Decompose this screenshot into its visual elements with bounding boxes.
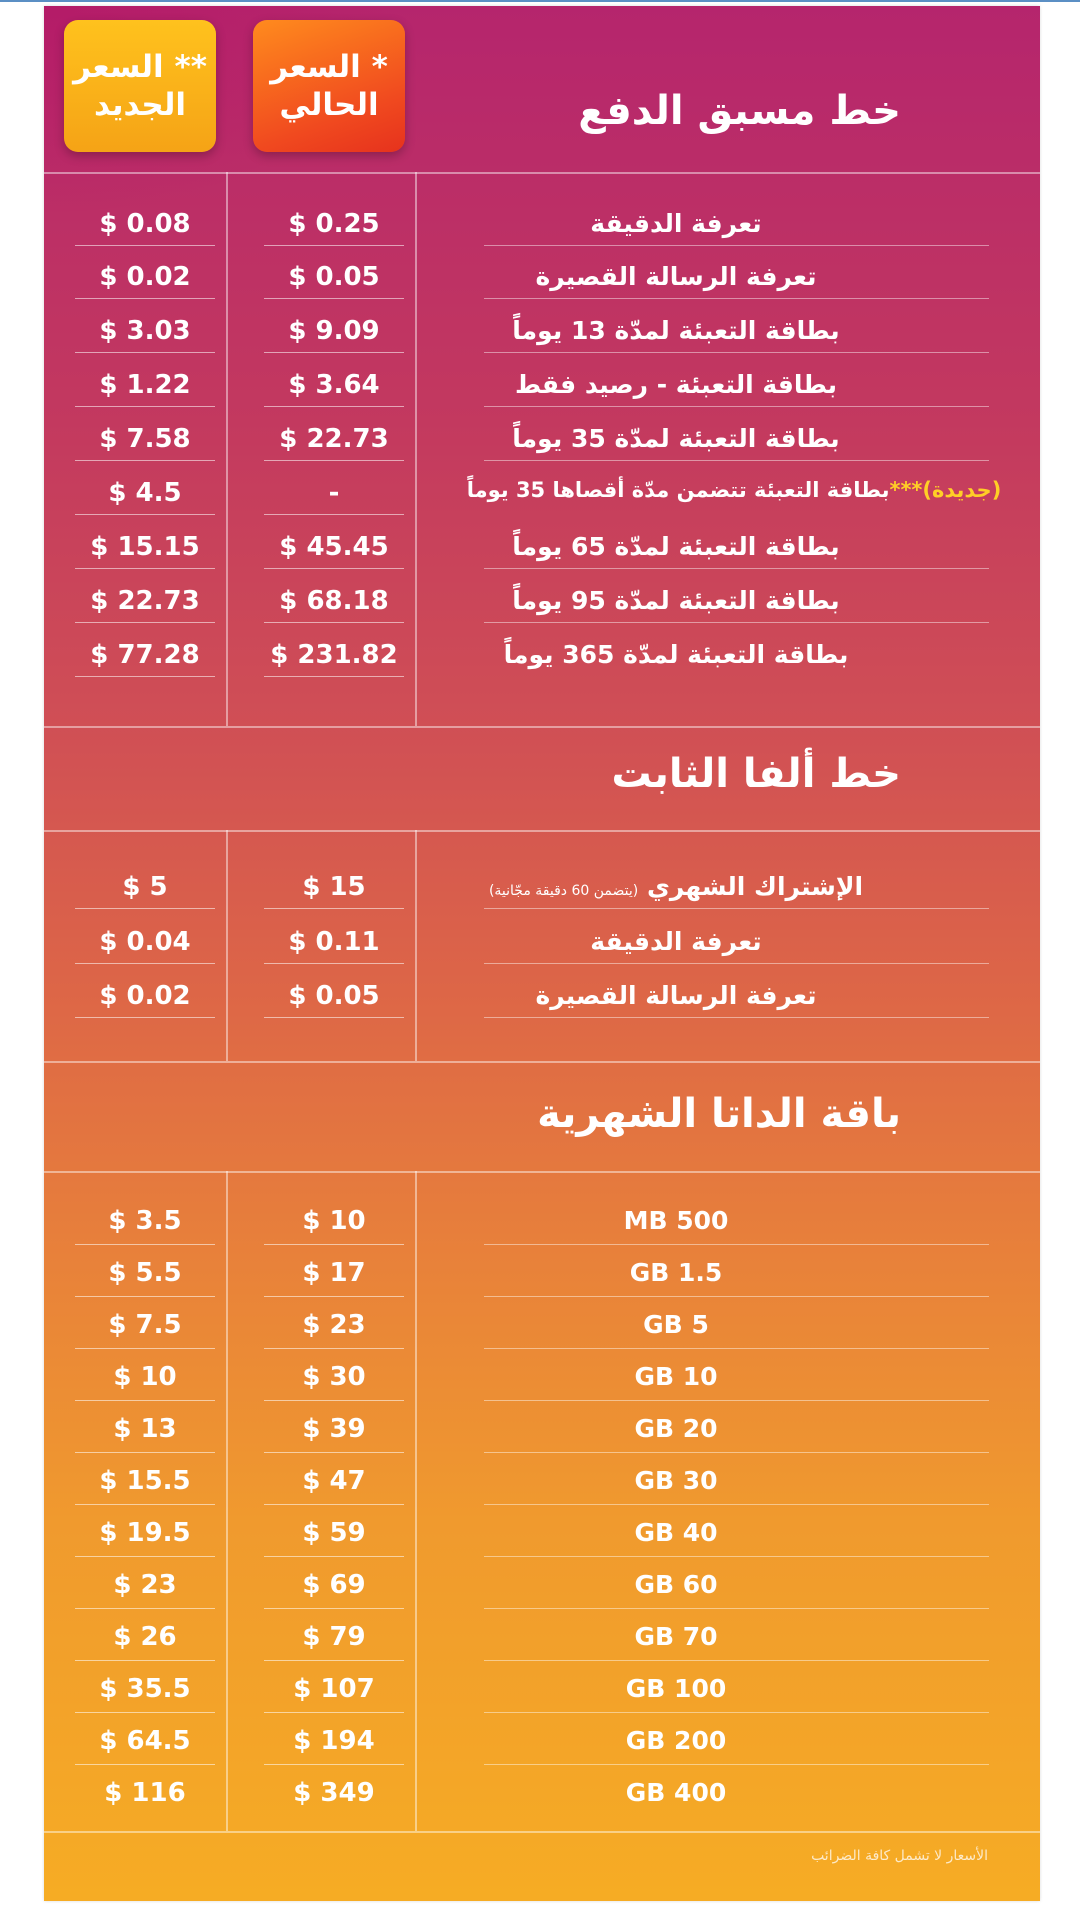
item-description: تعرفة الدقيقة xyxy=(590,209,762,238)
item-description: 5 GB xyxy=(643,1310,709,1339)
column-divider xyxy=(226,172,228,726)
current-price: $ 3.64 xyxy=(288,370,380,400)
current-price: $ 231.82 xyxy=(270,640,398,670)
item-description: تعرفة الدقيقة xyxy=(590,927,762,956)
new-price: $ 23 xyxy=(113,1570,177,1600)
item-description: 70 GB xyxy=(634,1622,718,1651)
new-price: $ 7.58 xyxy=(99,424,191,454)
current-price: $ 0.05 xyxy=(288,262,380,292)
item-description: 30 GB xyxy=(634,1466,718,1495)
new-price: $ 0.08 xyxy=(99,209,191,239)
new-price: $ 15.5 xyxy=(99,1466,191,1496)
new-price: $ 3.03 xyxy=(99,316,191,346)
item-description: بطاقة التعبئة لمدّة 35 يوماً xyxy=(512,424,840,453)
divider-line xyxy=(44,1831,1040,1833)
new-price: $ 5.5 xyxy=(108,1258,182,1288)
new-price-header: ** السعر الجديد xyxy=(73,49,207,123)
item-description: 1.5 GB xyxy=(629,1258,723,1287)
item-description: 60 GB xyxy=(634,1570,718,1599)
item-description: بطاقة التعبئة - رصيد فقط xyxy=(514,370,838,399)
current-price: $ 22.73 xyxy=(279,424,389,454)
current-price: $ 107 xyxy=(293,1674,375,1704)
footnote: الأسعار لا تشمل كافة الضرائب xyxy=(811,1848,988,1864)
item-description: تعرفة الرسالة القصيرة xyxy=(535,981,817,1010)
current-price: $ 45.45 xyxy=(279,532,389,562)
current-price: $ 17 xyxy=(302,1258,366,1288)
divider-line xyxy=(44,1061,1040,1063)
column-divider xyxy=(226,830,228,1061)
new-price: $ 64.5 xyxy=(99,1726,191,1756)
new-price: $ 26 xyxy=(113,1622,177,1652)
current-price: $ 23 xyxy=(302,1310,366,1340)
new-price: $ 10 xyxy=(113,1362,177,1392)
new-price: $ 22.73 xyxy=(90,586,200,616)
new-price: $ 77.28 xyxy=(90,640,200,670)
current-price-header: * السعر الحالي xyxy=(270,49,388,123)
current-price: $ 79 xyxy=(302,1622,366,1652)
item-description: بطاقة التعبئة لمدّة 95 يوماً xyxy=(512,586,840,615)
column-divider xyxy=(226,1171,228,1831)
current-price: $ 39 xyxy=(302,1414,366,1444)
divider-line xyxy=(44,830,1040,832)
item-description: 100 GB xyxy=(625,1674,727,1703)
item-description: 40 GB xyxy=(634,1518,718,1547)
current-price: $ 59 xyxy=(302,1518,366,1548)
section-title-fixed: خط ألفا الثابت xyxy=(611,751,901,797)
item-description: 400 GB xyxy=(625,1778,727,1807)
divider-line xyxy=(44,1171,1040,1173)
current-price: $ 9.09 xyxy=(288,316,380,346)
item-description: بطاقة التعبئة لمدّة 65 يوماً xyxy=(512,532,840,561)
new-tag: (جديدة)*** xyxy=(889,478,1002,502)
item-description: (جديدة)***بطاقة التعبئة تتضمن مدّة أقصاها 35 يوماً xyxy=(466,478,1002,502)
price-list-poster xyxy=(44,6,1040,1901)
current-price: $ 15 xyxy=(302,872,366,902)
new-price: $ 35.5 xyxy=(99,1674,191,1704)
new-price: $ 7.5 xyxy=(108,1310,182,1340)
new-price: $ 5 xyxy=(122,872,168,902)
item-description: الإشتراك الشهري (يتضمن 60 دقيقة مجّانية) xyxy=(488,872,864,901)
section-title-prepaid: خط مسبق الدفع xyxy=(578,88,901,134)
current-price: $ 349 xyxy=(293,1778,375,1808)
new-price: $ 0.02 xyxy=(99,981,191,1011)
current-price: $ 0.05 xyxy=(288,981,380,1011)
item-description: بطاقة التعبئة لمدّة 365 يوماً xyxy=(503,640,849,669)
item-note: (يتضمن 60 دقيقة مجّانية) xyxy=(488,883,639,899)
current-price: - xyxy=(328,478,340,508)
current-price: $ 194 xyxy=(293,1726,375,1756)
item-description: 500 MB xyxy=(623,1206,729,1235)
new-price: $ 19.5 xyxy=(99,1518,191,1548)
new-price-header-badge xyxy=(64,20,216,152)
current-price: $ 69 xyxy=(302,1570,366,1600)
top-border xyxy=(0,0,1080,2)
new-price: $ 1.22 xyxy=(99,370,191,400)
new-price: $ 116 xyxy=(104,1778,186,1808)
item-description: بطاقة التعبئة لمدّة 13 يوماً xyxy=(512,316,840,345)
current-price: $ 0.11 xyxy=(288,927,380,957)
current-price-header-badge xyxy=(253,20,405,152)
current-price: $ 0.25 xyxy=(288,209,380,239)
new-price: $ 4.5 xyxy=(108,478,182,508)
divider-line xyxy=(44,172,1040,174)
new-price: $ 0.02 xyxy=(99,262,191,292)
item-description: 200 GB xyxy=(625,1726,727,1755)
item-description: تعرفة الرسالة القصيرة xyxy=(535,262,817,291)
new-price: $ 15.15 xyxy=(90,532,200,562)
new-price: $ 0.04 xyxy=(99,927,191,957)
current-price: $ 10 xyxy=(302,1206,366,1236)
current-price: $ 30 xyxy=(302,1362,366,1392)
new-price: $ 13 xyxy=(113,1414,177,1444)
new-price: $ 3.5 xyxy=(108,1206,182,1236)
current-price: $ 47 xyxy=(302,1466,366,1496)
current-price: $ 68.18 xyxy=(279,586,389,616)
divider-line xyxy=(44,726,1040,728)
item-description: 20 GB xyxy=(634,1414,718,1443)
item-description: 10 GB xyxy=(634,1362,718,1391)
section-title-data: باقة الداتا الشهرية xyxy=(537,1091,901,1137)
